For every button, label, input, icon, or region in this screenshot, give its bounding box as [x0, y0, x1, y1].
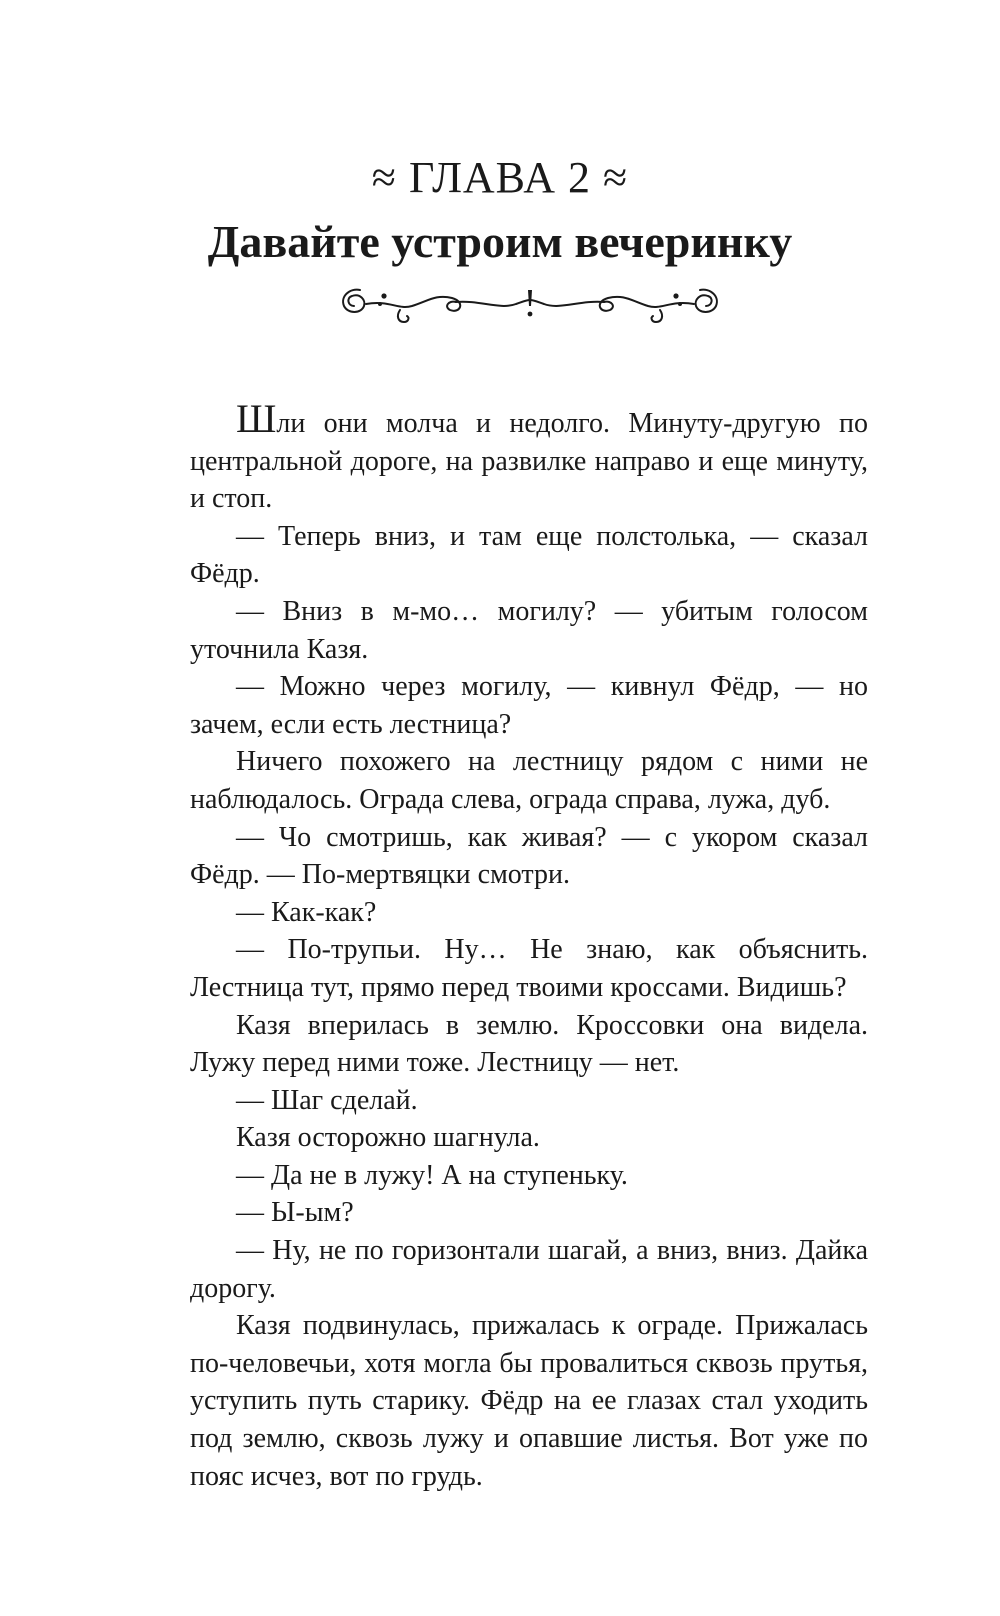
chapter-label	[0, 150, 1000, 206]
paragraph: Казя осторожно шагнула.	[236, 1122, 540, 1154]
chapter-label-prefix: ≈	[371, 153, 409, 202]
chapter-number: ГЛАВА 2	[408, 153, 592, 202]
paragraph-text: ли они молча и недолго. Минуту-другую по центральной дороге, на развилке направо и еще минуту, и стоп.	[190, 408, 868, 515]
paragraph: — Чо смотришь, как живая? — с укором сказал Фёдр. — По-мертвяцки смотри.	[190, 821, 868, 891]
paragraph: Казя вперилась в землю. Кроссовки она видела. Лужу перед ними тоже. Лестницу — нет.	[190, 1009, 868, 1079]
paragraph: — Как-как?	[236, 896, 377, 928]
paragraph: — Вниз в м-мо… могилу? — убитым голосом уточнила Казя.	[190, 595, 868, 665]
paragraph: — Теперь вниз, и там еще полстолька, — сказал Фёдр.	[190, 520, 868, 590]
initial-letter: Ш	[236, 396, 277, 441]
chapter-title: Давайте устроим вечеринку	[207, 216, 793, 267]
chapter-heading	[0, 150, 1000, 272]
paragraph: — Да не в лужу! А на ступеньку.	[236, 1159, 628, 1191]
paragraph: Казя подвинулась, прижалась к ограде. Прижалась по-человечьи, хотя могла бы провалиться сквозь прутья, уступить путь старику. Фёдр на ее глазах стал уходить под землю, сквозь лужу и опавшие листья. Вот уже по пояс исчез, вот по грудь.	[190, 1310, 868, 1492]
paragraph	[190, 396, 868, 518]
body-text	[190, 396, 868, 1495]
paragraph: Ничего похожего на лестницу рядом с ними не наблюдалось. Ограда слева, ограда справа, лужа, дуб.	[190, 746, 868, 815]
paragraph: — По-трупьи. Ну… Не знаю, как объяснить. Лестница тут, прямо перед твоими кроссами. Видишь?	[190, 934, 868, 1003]
paragraph: — Ы-ым?	[236, 1197, 354, 1229]
paragraph: — Ну, не по горизонтали шагай, а вниз, вниз. Дайка дорогу.	[190, 1235, 868, 1304]
paragraph: — Можно через могилу, — кивнул Фёдр, — но зачем, если есть лестница?	[190, 671, 868, 740]
chapter-label-suffix: ≈	[591, 153, 629, 202]
flourish-ornament-icon	[340, 288, 720, 330]
paragraph: — Шаг сделай.	[236, 1084, 418, 1116]
